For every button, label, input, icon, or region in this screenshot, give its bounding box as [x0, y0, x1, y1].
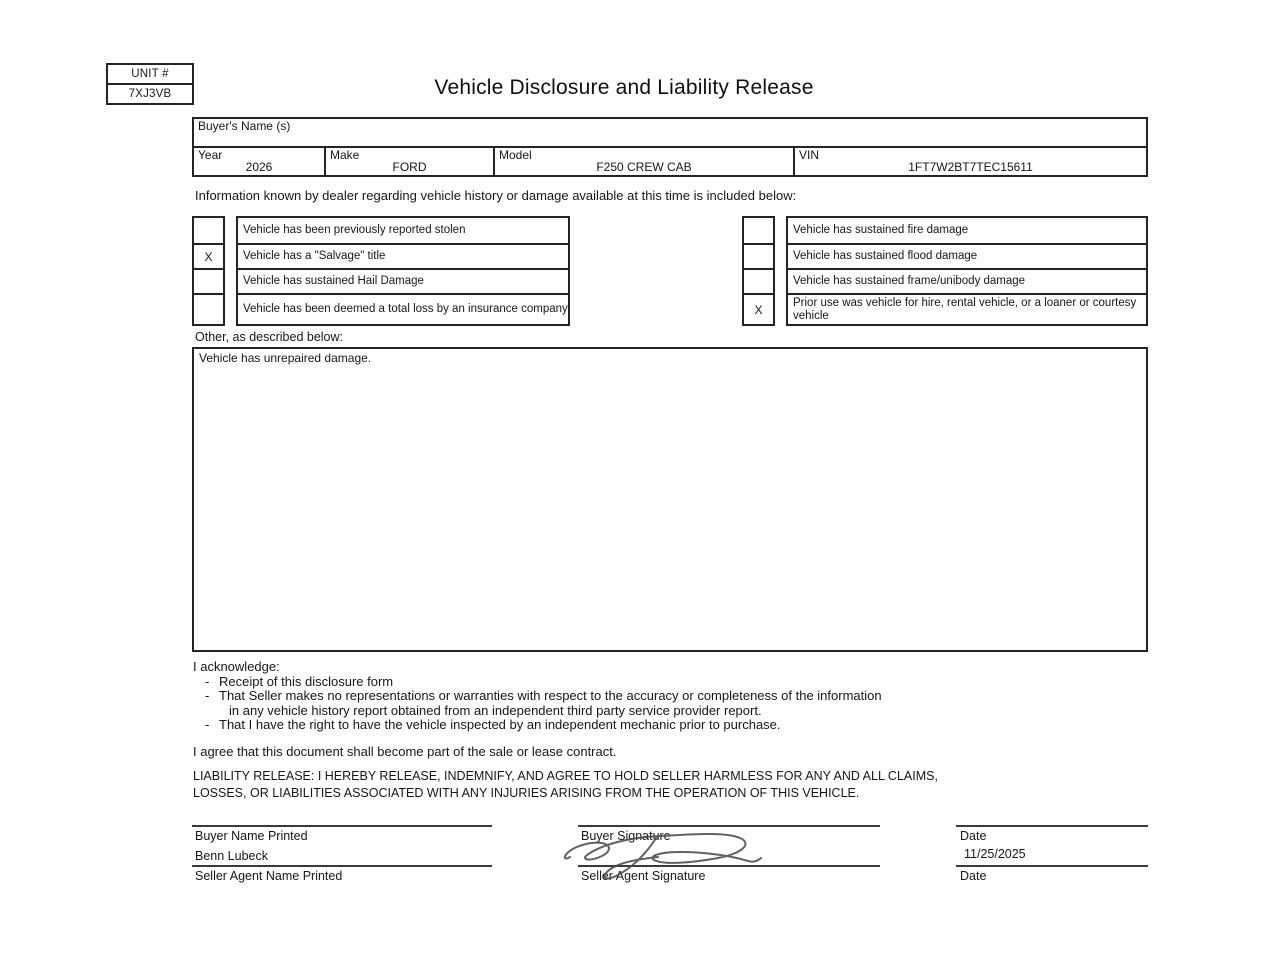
- unit-number-value: 7XJ3VB: [108, 83, 192, 103]
- vin-field[interactable]: [793, 148, 1146, 175]
- model-value: F250 CREW CAB: [596, 160, 692, 174]
- vin-value: 1FT7W2BT7TEC15611: [908, 160, 1033, 174]
- year-value: 2026: [245, 160, 273, 174]
- seller-agent-signature-scribble: [556, 829, 766, 883]
- acknowledge-heading: I acknowledge:: [193, 659, 280, 674]
- bullet-text: That Seller makes no representations or warranties with respect to the accuracy or completeness of the information: [219, 688, 882, 703]
- make-value: FORD: [392, 160, 427, 174]
- seller-agent-name-value: Benn Lubeck: [195, 849, 268, 863]
- buyer-date-line[interactable]: [956, 825, 1148, 827]
- vehicle-info-table: [192, 117, 1148, 177]
- checkbox-salvage-title[interactable]: X: [194, 243, 223, 268]
- label-total-loss: Vehicle has been deemed a total loss by an insurance company: [238, 293, 568, 324]
- checkbox-fire-damage[interactable]: [744, 218, 773, 243]
- vin-label: VIN: [799, 148, 820, 162]
- checkbox-column-right: [742, 216, 775, 326]
- other-description-text: Vehicle has unrepaired damage.: [199, 351, 372, 365]
- disclosure-labels-right: [786, 216, 1148, 326]
- checkbox-hail-damage[interactable]: [194, 268, 223, 293]
- year-field[interactable]: [194, 148, 324, 175]
- label-prior-use: Prior use was vehicle for hire, rental vehicle, or a loaner or courtesy vehicle: [788, 293, 1146, 324]
- buyer-name-field[interactable]: [194, 119, 1146, 148]
- seller-agent-signature-label: Seller Agent Signature: [581, 869, 706, 883]
- bullet-dash: -: [205, 673, 210, 689]
- make-field[interactable]: [324, 148, 493, 175]
- label-salvage-title: Vehicle has a "Salvage" title: [238, 243, 568, 268]
- buyer-name-printed-label: Buyer Name Printed: [195, 829, 308, 843]
- bullet-dash: -: [205, 717, 210, 732]
- make-label: Make: [330, 148, 360, 162]
- buyer-signature-label: Buyer Signature: [581, 829, 671, 843]
- other-section-label: Other, as described below:: [195, 330, 343, 344]
- label-hail-damage: Vehicle has sustained Hail Damage: [238, 268, 568, 293]
- seller-date-value: 11/25/2025: [964, 847, 1026, 861]
- acknowledge-bullet-3: [193, 718, 1093, 733]
- acknowledge-bullet-2-continued: in any vehicle history report obtained from an independent third party service provider report.: [229, 702, 762, 718]
- bullet-text: Receipt of this disclosure form: [219, 673, 394, 689]
- bullet-text: That I have the right to have the vehicle inspected by an independent mechanic prior to purchase.: [219, 717, 781, 732]
- seller-date-line[interactable]: [956, 865, 1148, 867]
- liability-release-paragraph: [193, 768, 1113, 802]
- liability-release-line-1: LIABILITY RELEASE: I HEREBY RELEASE, INDEMNIFY, AND AGREE TO HOLD SELLER HARMLESS FOR ANY AND ALL CLAIMS,: [193, 769, 938, 783]
- agreement-statement: I agree that this document shall become part of the sale or lease contract.: [193, 744, 617, 759]
- liability-release-line-2: LOSSES, OR LIABILITIES ASSOCIATED WITH ANY INJURIES ARISING FROM THE OPERATION OF THIS VEHICLE.: [193, 786, 860, 800]
- seller-name-line[interactable]: [192, 865, 492, 867]
- acknowledge-bullet-2: [193, 689, 1093, 704]
- dealer-info-statement: Information known by dealer regarding vehicle history or damage available at this time is included below:: [195, 188, 797, 203]
- label-fire-damage: Vehicle has sustained fire damage: [793, 224, 969, 237]
- buyer-name-line[interactable]: [192, 825, 492, 827]
- seller-date-label: Date: [960, 869, 987, 883]
- checkbox-prior-use[interactable]: X: [744, 293, 773, 324]
- disclosure-labels-left: [236, 216, 570, 326]
- checkbox-frame-damage[interactable]: [744, 268, 773, 293]
- buyer-name-label: Buyer's Name (s): [198, 119, 291, 133]
- bullet-dash: -: [205, 688, 210, 703]
- checkbox-total-loss[interactable]: [194, 293, 223, 324]
- model-field[interactable]: [493, 148, 793, 175]
- label-flood-damage: Vehicle has sustained flood damage: [788, 243, 1146, 268]
- model-label: Model: [499, 148, 532, 162]
- page-title: Vehicle Disclosure and Liability Release: [434, 76, 814, 99]
- label-frame-damage: Vehicle has sustained frame/unibody damage: [788, 268, 1146, 293]
- year-label: Year: [198, 148, 223, 162]
- seller-agent-name-printed-label: Seller Agent Name Printed: [195, 869, 343, 883]
- unit-number-label: UNIT #: [131, 68, 169, 80]
- buyer-signature-line[interactable]: [578, 825, 880, 827]
- checkbox-column-left: [192, 216, 225, 326]
- buyer-date-label: Date: [960, 829, 987, 843]
- other-description-box[interactable]: [192, 347, 1148, 652]
- acknowledge-section: [193, 660, 1093, 733]
- checkbox-flood-damage[interactable]: [744, 243, 773, 268]
- checkbox-stolen[interactable]: [194, 218, 223, 243]
- label-stolen: Vehicle has been previously reported stolen: [243, 224, 466, 237]
- acknowledge-bullet-1: [193, 675, 1093, 690]
